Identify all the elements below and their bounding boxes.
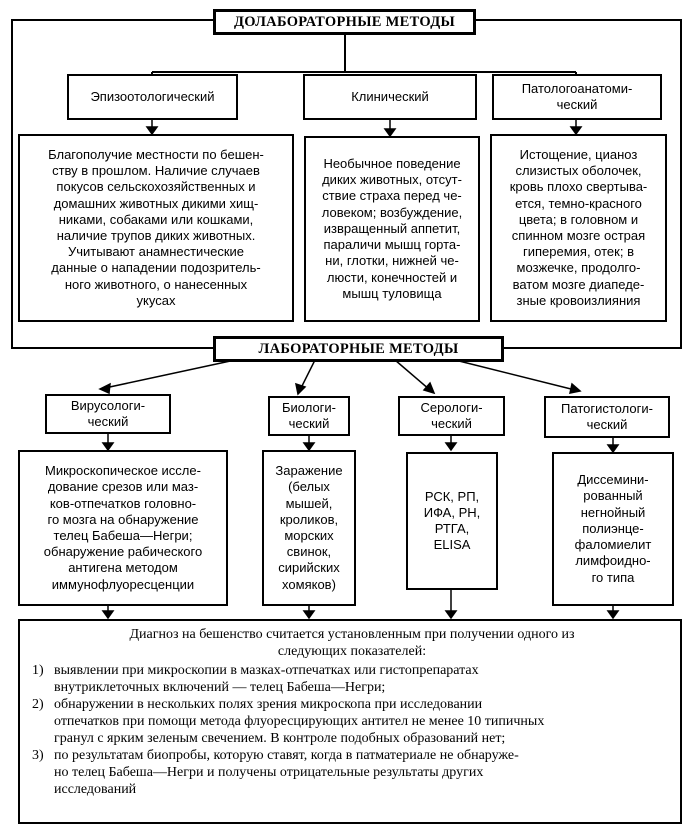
desc-virological: Микроскопическое иссле- дование срезов или маз- ков-отпечатков головно- го мозга на обнаружение телец Бабеша—Негри; обнаружение рабического антигена методом иммунофлуоресценции [18, 450, 228, 606]
desc-pathohistological: Диссемини- рованный негнойный полиэнце- фаломиелит лимфоидно- го типа [552, 452, 674, 606]
desc-pathoanatomical: Истощение, цианоз слизистых оболочек, кровь плохо свертыва- ется, темно-красного цвета; в головном и спинном мозге острая гиперемия, отек; в мозжечке, продолго- ватом мозге диапеде- зные кровоизлияния [490, 134, 667, 322]
desc-biological: Заражение (белых мышей, кроликов, морских свинок, сирийских хомяков) [262, 450, 356, 606]
pre-lab-title: ДОЛАБОРАТОРНЫЕ МЕТОДЫ [213, 9, 476, 35]
diagnosis-box [18, 619, 682, 824]
diagnosis-item [32, 662, 672, 696]
diagnosis-item [32, 747, 672, 798]
diagnosis-item-number: 3) [32, 748, 44, 763]
diagnosis-item-text: выявлении при микроскопии в мазках-отпечатках или гистопрепаратах внутриклеточных включений — телец Бабеша—Негри; [54, 663, 479, 695]
desc-clinical: Необычное поведение диких животных, отсут- ствие страха перед че- ловеком; возбуждение, извращенный аппетит, параличи мышц горта- ни, глотки, нижней че- люсти, конечностей и мышц туловища [304, 136, 480, 322]
method-pathohistological: Патогистологи- ческий [544, 396, 670, 438]
method-serological: Серологи- ческий [398, 396, 505, 436]
method-clinical: Клинический [303, 74, 477, 120]
method-pathoanatomical: Патологоанатоми- ческий [492, 74, 662, 120]
diagnosis-item-number: 2) [32, 697, 44, 712]
desc-epizootological: Благополучие местности по бешен- ству в прошлом. Наличие случаев покусов сельскохозяйственных и домашних животных дикими хищ- никами, собаками или кошками, наличие трупов диких животных. Учитывают анамнестические данные о нападении подозритель- ного животного, о нанесенных укусах [18, 134, 294, 322]
method-virological: Вирусологи- ческий [45, 394, 171, 434]
diagnosis-item-text: по результатам биопробы, которую ставят, когда в патматериале не обнаруже- но телец Бабеша—Негри и получены отрицательные результаты других исследований [54, 748, 519, 797]
method-biological: Биологи- ческий [268, 396, 350, 436]
diagnosis-intro: Диагноз на бешенство считается установленным при получении одного из следующих показателей: [129, 627, 575, 659]
method-epizootological: Эпизоотологический [67, 74, 238, 120]
diagnosis-item-number: 1) [32, 663, 44, 678]
diagnosis-item [32, 696, 672, 747]
diagnosis-item-text: обнаружении в нескольких полях зрения микроскопа при исследовании отпечатков при помощи метода флуоресцирующих антител не менее 10 типичных гранул с ярким зеленым свечением. В контроле подобных образований нет; [54, 697, 545, 746]
desc-serological: РСК, РП, ИФА, РН, РТГА, ELISA [406, 452, 498, 590]
lab-title: ЛАБОРАТОРНЫЕ МЕТОДЫ [213, 336, 504, 362]
